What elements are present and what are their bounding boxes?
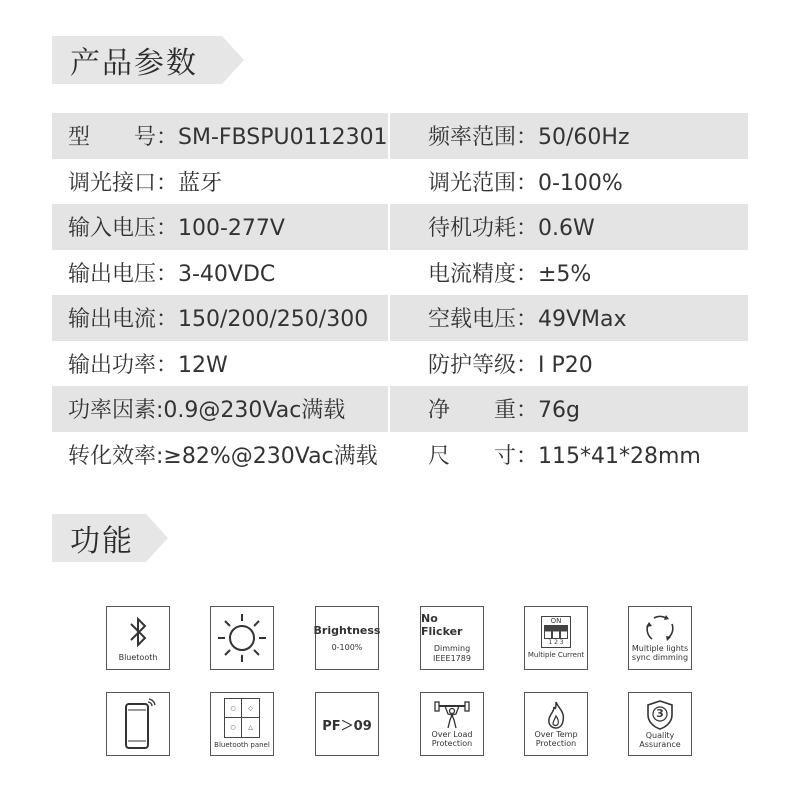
- spec-left: 转化效率:≥82%@230Vac满载: [52, 432, 390, 478]
- spec-row: [52, 341, 748, 387]
- noflicker-line2: IEEE1789: [433, 654, 471, 663]
- flame-icon: [543, 700, 569, 730]
- spec-row: [52, 432, 748, 478]
- spec-right: 空载电压：49VMax: [428, 307, 627, 333]
- pf-label: PF＞09: [322, 718, 372, 734]
- noflicker-line1: Dimming: [433, 644, 471, 653]
- over-temp-feature-icon: [524, 692, 588, 756]
- spec-right: 电流精度：±5%: [428, 261, 592, 287]
- dip-switch-icon: [541, 616, 571, 648]
- smartphone-feature-icon: [106, 692, 170, 756]
- function-section-title: [52, 514, 146, 562]
- sync-arrows-icon: [644, 614, 676, 644]
- brightness-range-feature-icon: [315, 606, 379, 670]
- quality-number: 3: [656, 707, 664, 720]
- shield-icon: [646, 699, 674, 731]
- spec-right: 尺 寸：115*41*28mm: [428, 443, 701, 469]
- weightlifter-icon: [432, 700, 472, 730]
- panel-icon: ○ ◇ ○ △: [224, 698, 260, 738]
- sync-caption-line1: Multiple lights: [631, 644, 689, 653]
- spec-row: [52, 386, 748, 432]
- spec-table: [52, 113, 748, 477]
- bluetooth-panel-feature-icon: [210, 692, 274, 756]
- spec-row: [52, 113, 748, 159]
- spec-row: [52, 159, 748, 205]
- spec-right: 待机功耗：0.6W: [428, 216, 595, 242]
- sync-dimming-feature-icon: [628, 606, 692, 670]
- dip-numbers: 1 2 3: [548, 639, 564, 646]
- spec-left: 输入电压：100-277V: [52, 204, 390, 250]
- bluetooth-icon: [124, 615, 152, 649]
- function-title-text: 功能: [70, 524, 134, 559]
- spec-right: 防护等级：I P20: [428, 352, 593, 378]
- overtemp-caption-line1: Over Temp: [534, 730, 578, 739]
- bluetooth-caption: Bluetooth: [118, 652, 158, 662]
- title-arrow: [146, 514, 168, 562]
- title-arrow: [222, 36, 244, 84]
- brightness-title: Brightness: [313, 623, 381, 637]
- bluetooth-feature-icon: [106, 606, 170, 670]
- spec-left: 调光接口：蓝牙: [52, 159, 390, 205]
- spec-left: 功率因素:0.9@230Vac满载: [52, 386, 390, 432]
- spec-left: 型 号：SM-FBSPU0112301: [52, 113, 390, 159]
- quality-assurance-feature-icon: [628, 692, 692, 756]
- params-title-text: 产品参数: [70, 46, 198, 81]
- spec-left: 输出功率：12W: [52, 341, 390, 387]
- quality-caption-line2: Assurance: [639, 740, 681, 749]
- spec-row: [52, 204, 748, 250]
- params-section-title: [52, 36, 222, 84]
- over-load-feature-icon: [420, 692, 484, 756]
- bt-panel-caption: Bluetooth panel: [214, 741, 270, 749]
- multiple-current-caption: Multiple Current: [527, 651, 585, 659]
- spec-right: 净 重：76g: [428, 398, 580, 424]
- overload-caption-line1: Over Load: [431, 730, 473, 739]
- spec-left: 输出电流：150/200/250/300: [52, 295, 390, 341]
- smartphone-icon: [118, 696, 158, 752]
- dip-on-label: ON: [550, 617, 562, 625]
- overtemp-caption-line2: Protection: [535, 739, 577, 748]
- noflicker-title: No Flicker: [421, 612, 463, 638]
- spec-row: [52, 295, 748, 341]
- sync-caption-line2: sync dimming: [631, 653, 689, 662]
- spec-row: [52, 250, 748, 296]
- brightness-range: 0-100%: [331, 642, 363, 652]
- power-factor-feature-icon: [315, 692, 379, 756]
- sun-icon: [214, 610, 270, 666]
- overload-caption-line2: Protection: [431, 739, 473, 748]
- brightness-sun-feature-icon: [210, 606, 274, 670]
- spec-right: 频率范围：50/60Hz: [428, 125, 630, 151]
- quality-caption-line1: Quality: [645, 731, 675, 740]
- multiple-current-feature-icon: [524, 606, 588, 670]
- no-flicker-feature-icon: [420, 606, 484, 670]
- spec-left: 输出电压：3-40VDC: [52, 250, 390, 296]
- spec-right: 调光范围：0-100%: [428, 170, 623, 196]
